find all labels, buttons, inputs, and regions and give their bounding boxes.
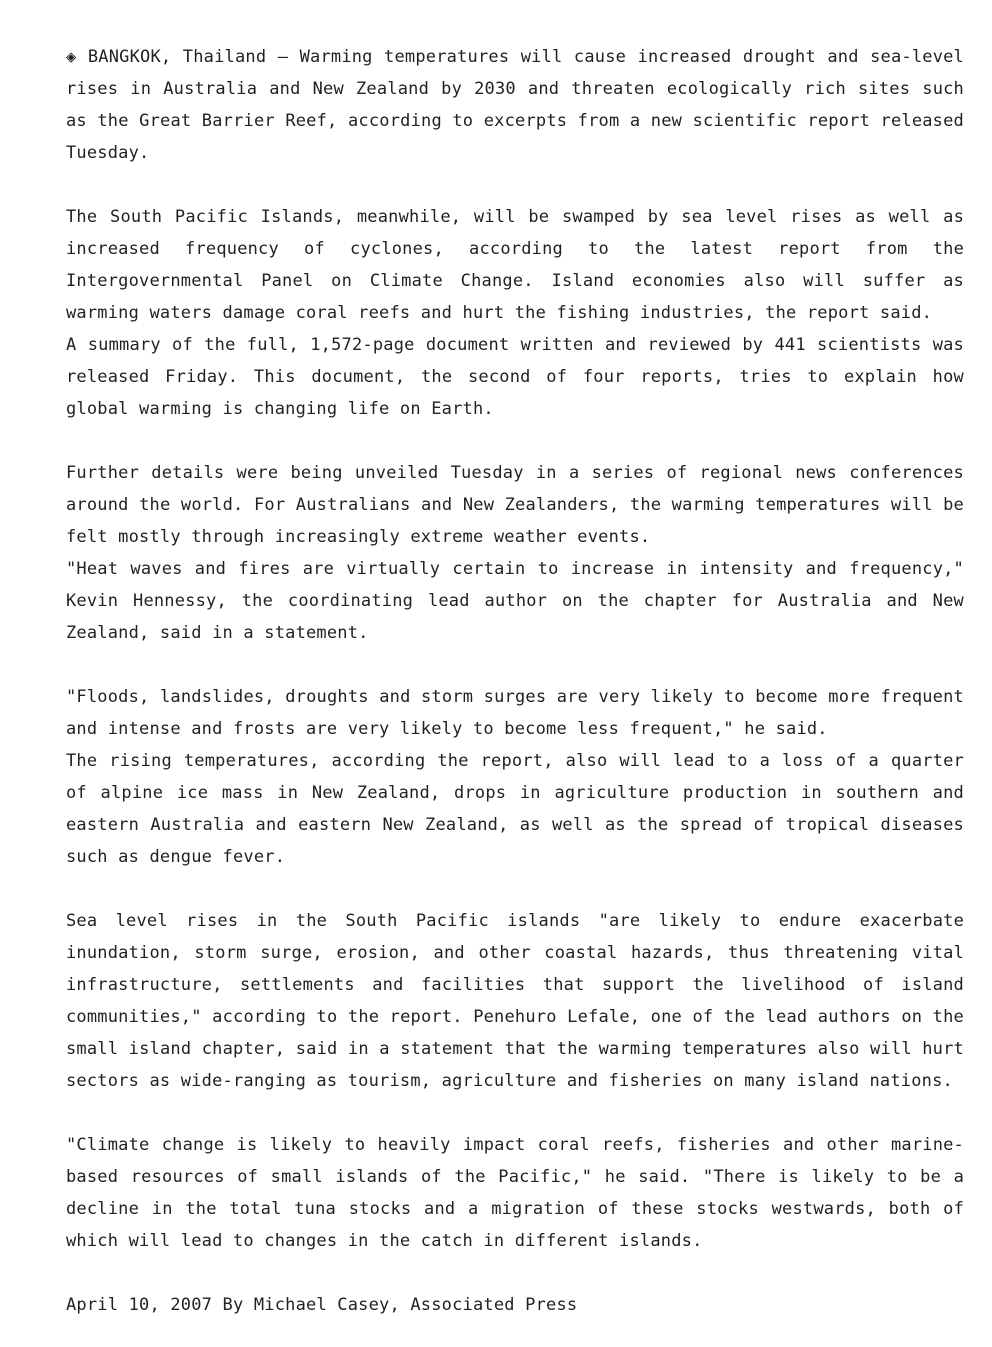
article-byline: April 10, 2007 By Michael Casey, Associated Press (66, 1295, 578, 1315)
paragraph-summary: A summary of the full, 1,572-page document written and reviewed by 441 scientists was released Friday. This document, the second of four reports, tries to explain how global warming is changing life on Earth. (66, 335, 964, 419)
article-body (66, 41, 964, 1321)
paragraph-rising-temperatures: The rising temperatures, according the report, also will lead to a loss of a quarter of alpine ice mass in New Zealand, drops in agriculture production in southern and eastern Australia and eastern New Zealand, as well as the spread of tropical diseases such as dengue fever. (66, 751, 964, 867)
paragraph-climate-change-quote: "Climate change is likely to heavily impact coral reefs, fisheries and other marine-based resources of small islands of the Pacific," he said. "There is likely to be a decline in the total tuna stocks and a migration of these stocks westwards, both of which will lead to changes in the catch in different islands. (66, 1135, 964, 1251)
paragraph-south-pacific: The South Pacific Islands, meanwhile, will be swamped by sea level rises as well as increased frequency of cyclones, according to the latest report from the Intergovernmental Panel on Climate Change. Island economies also will suffer as warming waters damage coral reefs and hurt the fishing industries, the report said. (66, 207, 964, 323)
paragraph-intro: ◈ BANGKOK, Thailand — Warming temperatures will cause increased drought and sea-level rises in Australia and New Zealand by 2030 and threaten ecologically rich sites such as the Great Barrier Reef, according to excerpts from a new scientific report released Tuesday. (66, 47, 964, 163)
paragraph-sea-level: Sea level rises in the South Pacific islands "are likely to endure exacerbate inundation, storm surge, erosion, and other coastal hazards, thus threatening vital infrastructure, settlements and facilities that support the livelihood of island communities," according to the report. Penehuro Lefale, one of the lead authors on the small island chapter, said in a statement that the warming temperatures also will hurt sectors as wide-ranging as tourism, agriculture and fisheries on many island nations. (66, 911, 964, 1091)
paragraph-floods-quote: "Floods, landslides, droughts and storm surges are very likely to become more frequent and intense and frosts are very likely to become less frequent," he said. (66, 687, 964, 739)
paragraph-heat-waves-quote: "Heat waves and fires are virtually certain to increase in intensity and frequency," Kevin Hennessy, the coordinating lead author on the chapter for Australia and New Zealand, said in a statement. (66, 559, 964, 643)
paragraph-further-details: Further details were being unveiled Tuesday in a series of regional news conferences around the world. For Australians and New Zealanders, the warming temperatures will be felt mostly through increasingly extreme weather events. (66, 463, 964, 547)
